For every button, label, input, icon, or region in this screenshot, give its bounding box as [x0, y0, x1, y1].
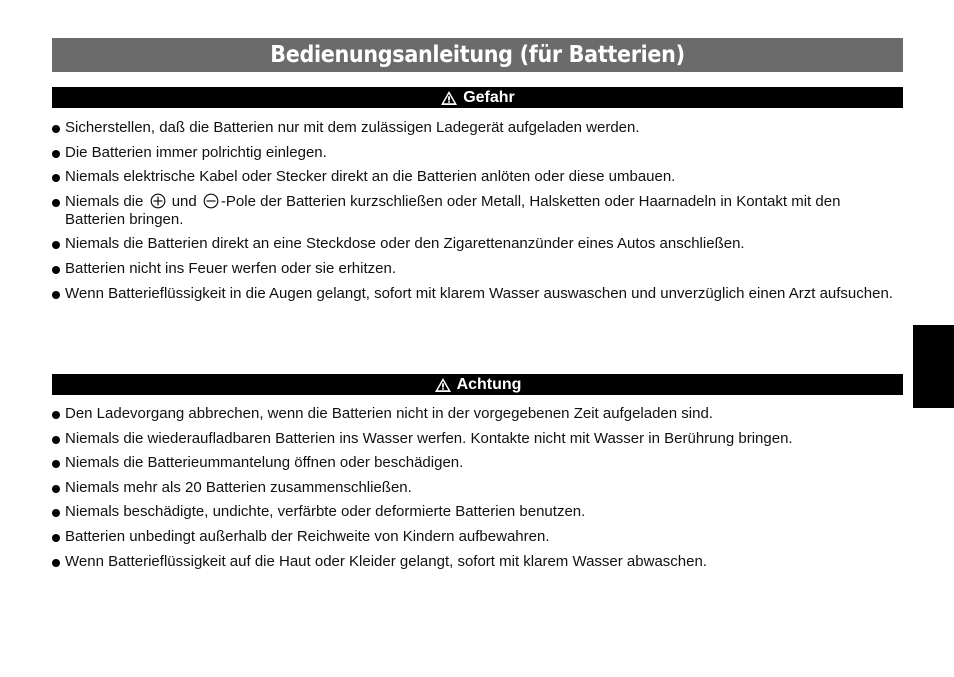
danger-list: [52, 119, 903, 309]
bullet: [52, 485, 60, 493]
list-item-text: Niemals mehr als 20 Batterien zusammenschließen.: [65, 478, 412, 496]
list-item-text: Batterien nicht ins Feuer werfen oder sie erhitzen.: [65, 259, 397, 277]
list-item-text: Den Ladevorgang abbrechen, wenn die Batterien nicht in der vorgegebenen Zeit aufgeladen sind.: [65, 405, 713, 422]
list-item: [52, 119, 903, 137]
bullet: [52, 291, 60, 299]
danger-section-header: [52, 87, 903, 108]
caution-section-header: [52, 374, 903, 395]
list-item-text: Die Batterien immer polrichtig einlegen.: [65, 143, 327, 161]
list-item: [52, 454, 903, 472]
page-side-tab: [913, 325, 954, 408]
bullet: [52, 199, 60, 207]
caution-heading: Achtung: [456, 375, 522, 393]
list-item-text: Niemals die Batterieummantelung öffnen oder beschädigen.: [65, 454, 464, 472]
list-item-text: Sicherstellen, daß die Batterien nur mit dem zulässigen Ladegerät aufgeladen werden.: [65, 119, 640, 136]
bullet: [52, 436, 60, 444]
list-item-text: Niemals beschädigte, undichte, verfärbte oder deformierte Batterien benutzen.: [65, 503, 586, 521]
list-item: [52, 144, 903, 162]
list-item-text: Wenn Batterieflüssigkeit in die Augen gelangt, sofort mit klarem Wasser auswaschen und unverzüglich einen Arzt aufsuchen.: [65, 284, 893, 302]
warning-triangle-icon: [434, 377, 452, 393]
circled-plus-icon: [150, 193, 166, 209]
bullet: [52, 509, 60, 517]
list-item: [52, 553, 903, 571]
list-item-text: Wenn Batterieflüssigkeit auf die Haut oder Kleider gelangt, sofort mit klarem Wasser abwaschen.: [65, 552, 707, 570]
pole-text-before: Niemals die: [65, 192, 144, 210]
bullet: [52, 150, 60, 158]
list-item-text: Niemals die wiederaufladbaren Batterien ins Wasser werfen. Kontakte nicht mit Wasser in Berührung bringen.: [65, 429, 793, 447]
list-item: [52, 260, 903, 278]
danger-heading: Gefahr: [463, 88, 515, 106]
bullet: [52, 559, 60, 567]
list-item: [52, 479, 903, 497]
bullet: [52, 460, 60, 468]
list-item: [52, 430, 903, 448]
pole-text-middle: und: [171, 192, 197, 210]
bullet: [52, 534, 60, 542]
list-item: [52, 285, 903, 303]
circled-minus-icon: [203, 193, 219, 209]
warning-triangle-icon: [440, 90, 458, 106]
list-item-text: Niemals elektrische Kabel oder Stecker direkt an die Batterien anlöten oder diese umbauen.: [65, 168, 676, 186]
list-item: [52, 528, 903, 546]
caution-list: [52, 405, 903, 577]
list-item-text: Batterien unbedingt außerhalb der Reichweite von Kindern aufbewahren.: [65, 527, 550, 545]
bullet: [52, 125, 60, 133]
bullet: [52, 241, 60, 249]
title-bar: [52, 38, 903, 72]
page-title: Bedienungsanleitung (für Batterien): [270, 42, 685, 68]
bullet: [52, 266, 60, 274]
list-item-text: Niemals die Batterien direkt an eine Steckdose oder den Zigarettenanzünder eines Autos anschließen.: [65, 235, 745, 253]
bullet: [52, 174, 60, 182]
bullet: [52, 411, 60, 419]
pole-text-after: -Pole der Batterien kurzschließen oder Metall, Halsketten oder Haarnadeln in Kontakt mit den Batterien bringen.: [65, 192, 841, 228]
list-item: [52, 405, 903, 423]
list-item: [52, 235, 903, 253]
list-item: [52, 193, 903, 229]
list-item: [52, 503, 903, 521]
list-item: [52, 168, 903, 186]
